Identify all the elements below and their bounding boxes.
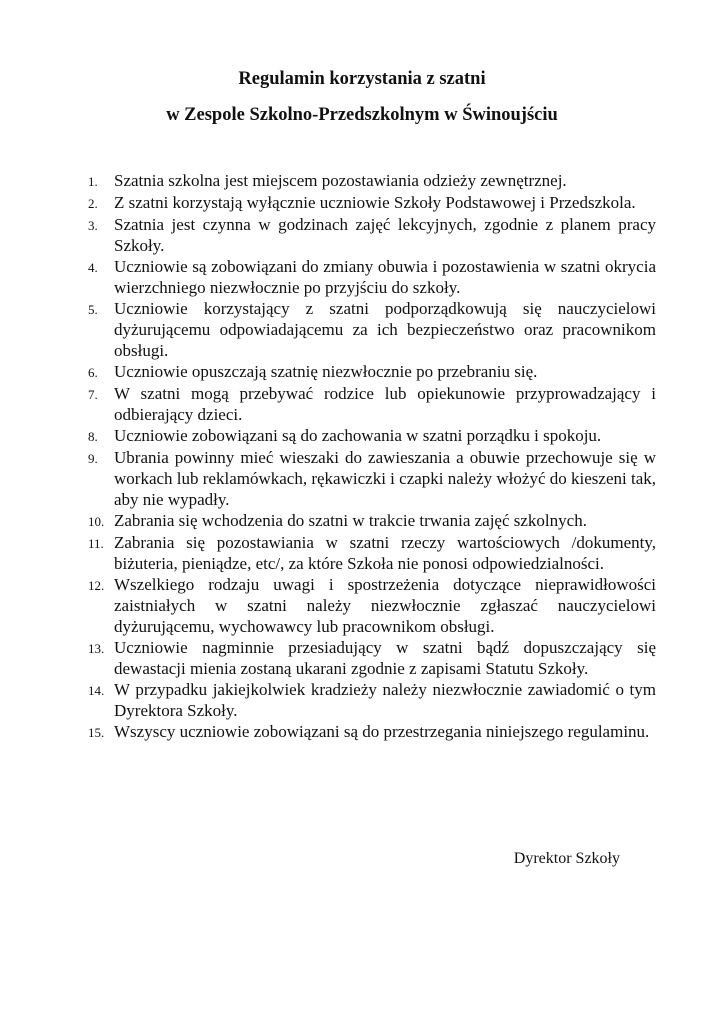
rule-number: 4. xyxy=(88,260,98,275)
rule-number: 12. xyxy=(88,578,105,593)
rule-number: 1. xyxy=(88,174,98,189)
rule-text: Z szatni korzystają wyłącznie uczniowie Szkoły Podstawowej i Przedszkola. xyxy=(114,193,636,212)
rule-item xyxy=(88,361,656,383)
rule-text: Uczniowie opuszczają szatnię niezwłocznie po przebraniu się. xyxy=(114,362,538,381)
rule-number: 11. xyxy=(88,536,104,551)
signature-line: Dyrektor Szkoły xyxy=(513,850,620,867)
rule-number: 3. xyxy=(88,218,98,233)
rule-item xyxy=(88,214,656,256)
rule-item xyxy=(88,679,656,721)
rule-item xyxy=(88,447,656,510)
rule-number: 6. xyxy=(88,365,98,380)
rule-text: W przypadku jakiejkolwiek kradzieży należy niezwłocznie zawiadomić o tym Dyrektora Szkoły. xyxy=(114,680,656,720)
document-title: Regulamin korzystania z szatni xyxy=(238,69,486,89)
rule-number: 2. xyxy=(88,196,98,211)
rule-number: 5. xyxy=(88,302,98,317)
rule-text: Ubrania powinny mieć wieszaki do zawieszania a obuwie przechowuje się w workach lub reklamówkach, rękawiczki i czapki należy włożyć do kieszeni tak, aby nie wypadły. xyxy=(114,448,656,509)
rule-text: Uczniowie są zobowiązani do zmiany obuwia i pozostawienia w szatni okrycia wierzchniego niezwłocznie po przyjściu do szkoły. xyxy=(114,257,656,297)
rule-text: Szatnia szkolna jest miejscem pozostawiania odzieży zewnętrznej. xyxy=(114,171,567,190)
rule-number: 7. xyxy=(88,387,98,402)
rule-item xyxy=(88,298,656,361)
rule-item xyxy=(88,256,656,298)
rule-number: 15. xyxy=(88,725,105,740)
document-subtitle: w Zespole Szkolno-Przedszkolnym w Świnoujściu xyxy=(166,105,558,125)
rule-text: Wszyscy uczniowie zobowiązani są do przestrzegania niniejszego regulaminu. xyxy=(114,722,650,741)
rule-text: Uczniowie nagminnie przesiadujący w szatni bądź dopuszczający się dewastacji mienia zostaną ukarani zgodnie z zapisami Statutu Szkoły. xyxy=(114,638,656,678)
rule-item xyxy=(88,192,656,214)
rule-text: Uczniowie zobowiązani są do zachowania w szatni porządku i spokoju. xyxy=(114,426,602,445)
rule-number: 13. xyxy=(88,641,105,656)
rule-text: Szatnia jest czynna w godzinach zajęć lekcyjnych, zgodnie z planem pracy Szkoły. xyxy=(114,215,656,255)
rule-item xyxy=(88,383,656,425)
rule-item xyxy=(88,170,656,192)
rule-item xyxy=(88,532,656,574)
rules-list xyxy=(88,170,656,743)
rule-text: W szatni mogą przebywać rodzice lub opiekunowie przyprowadzający i odbierający dzieci. xyxy=(114,384,656,424)
rule-item xyxy=(88,637,656,679)
rule-item xyxy=(88,510,656,532)
rule-item xyxy=(88,425,656,447)
rule-number: 9. xyxy=(88,451,98,466)
rule-text: Zabrania się wchodzenia do szatni w trakcie trwania zajęć szkolnych. xyxy=(114,511,587,530)
rule-number: 10. xyxy=(88,514,105,529)
rule-text: Uczniowie korzystający z szatni podporządkowują się nauczycielowi dyżurującemu odpowiadającemu za ich bezpieczeństwo oraz pracownikom obsługi. xyxy=(114,299,656,360)
rule-item xyxy=(88,721,656,743)
rule-text: Zabrania się pozostawiania w szatni rzeczy wartościowych /dokumenty, biżuteria, pieniądze, etc/, za które Szkoła nie ponosi odpowiedzialności. xyxy=(114,533,656,573)
rule-number: 14. xyxy=(88,683,105,698)
rule-text: Wszelkiego rodzaju uwagi i spostrzeżenia dotyczące nieprawidłowości zaistniałych w szatni należy niezwłocznie zgłaszać nauczycielowi dyżurującemu, wychowawcy lub pracownikom obsługi. xyxy=(114,575,656,636)
rule-number: 8. xyxy=(88,429,98,444)
rule-item xyxy=(88,574,656,637)
